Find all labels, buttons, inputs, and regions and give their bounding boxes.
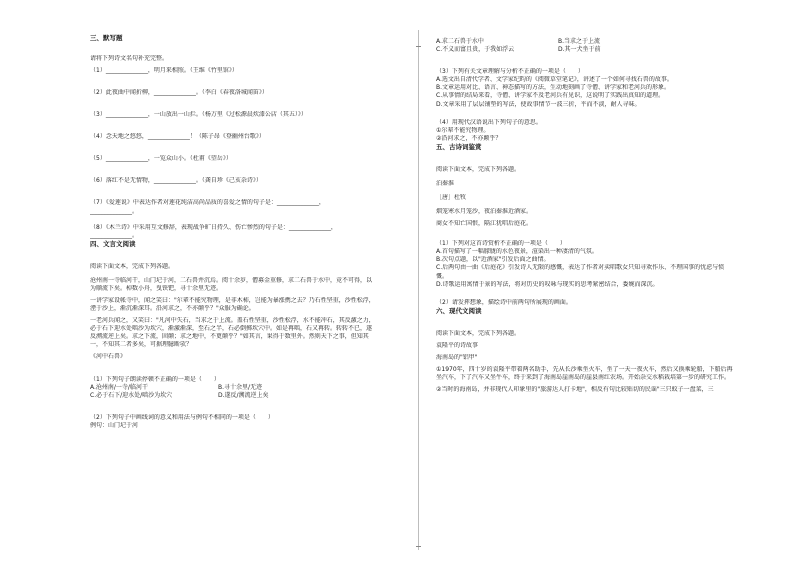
sub-question: ①尔辈不能究物理。 bbox=[436, 126, 490, 134]
passage-line: 一，不知其二者多矣，可据理臆断欤？ bbox=[90, 341, 193, 349]
essay-paragraph: 坐汽车，下了汽车又坐牛车，终于来到了海南岛崖南岛的崖县南红农场。开始杂交水稻栽培第一步的研究工作。 bbox=[436, 373, 731, 381]
option-a: A.首句描写了一幅朦胧的水色夜景，渲染出一种凄清的气氛。 bbox=[436, 248, 598, 256]
poem-author: ［唐］杜牧 bbox=[436, 193, 467, 201]
question: （1）下列句子朗读停顿不正确的一项是（ ） bbox=[90, 375, 220, 383]
passage-line: 必于石下迎水处啮沙为坎穴，渐激渐深，至石之半，石必倒掷坎穴中。如是再啮，石又再转。转转不已，遂 bbox=[90, 325, 373, 333]
passage-line: 反溯流逆上矣。求之下流，固颠；求之地中，不更颠乎？"如其言，果得于数里外。然则天下之事，但知其 bbox=[90, 333, 369, 341]
instruction: 阅读下面文本，完成下列各题。 bbox=[436, 329, 521, 337]
option-d: D.诗歌运用寓情于景的写法，将对历史的叹咏与现实的思考紧密结合，委婉而深沉。 bbox=[436, 280, 659, 288]
passage-line: 湮于沙上，渐沉渐深耳。沿河求之，不亦颠乎？"众服为确论。 bbox=[90, 304, 255, 312]
question: （3）下列有关文章理解与分析不正确的一项是（ ） bbox=[436, 68, 584, 76]
question: （8）《木兰诗》中采用互文修辞，表现战争旷日持久、伤亡惨烈的句子是：______________， bbox=[90, 223, 337, 231]
question: （4）念天地之悠悠，______________！（陈子昂《登幽州台歌》） bbox=[90, 133, 265, 141]
option-d: D.文章采用了层层铺垫的写法，使故事情节一波三折，平而不淡，耐人寻味。 bbox=[436, 100, 641, 108]
right-column bbox=[436, 38, 766, 394]
option-c-continuation: 慨。 bbox=[436, 272, 449, 280]
question: （6）落红不是无情物，______________。（龚自珍《己亥杂诗》） bbox=[90, 177, 262, 185]
left-column bbox=[90, 34, 402, 430]
option-c: C.从事情的结局来看，寺僧、讲学家不及老河兵有见识，这说明了实践出真知的道理。 bbox=[436, 92, 665, 100]
passage-line: 一老河兵闻之，又笑曰："凡河中失石，当求之于上流。盖石性坚重，沙性松浮，水不能冲石，其反激之力， bbox=[90, 317, 375, 325]
question-continuation: ______________。 bbox=[90, 231, 139, 239]
section-heading: 六、现代文阅读 bbox=[436, 306, 482, 315]
binding-mark bbox=[416, 46, 421, 47]
poem-line: 商女不知亡国恨，隔江犹唱后庭花。 bbox=[436, 220, 533, 228]
example-sentence: 例句：山门圮于河 bbox=[90, 421, 139, 429]
essay-paragraph: ①1970年，四十岁的袁隆平带着两名助手，先从长沙乘坐火车，坐了一天一夜火车，然后又换乘轮船，下船后再 bbox=[436, 365, 733, 373]
essay-paragraph: ②当时的海南岛，并非现代人印象里的"旅游达人打卡地"，相反有句比较贴切的民谣"三只蚊子一盘菜，三 bbox=[436, 386, 714, 394]
option-c: C.不义而富且贵，于我如浮云 bbox=[436, 46, 515, 54]
option-a: A.求二石兽于水中 bbox=[436, 38, 484, 45]
question: （5）______________，一览众山小。（杜甫《望岳》） bbox=[90, 155, 232, 163]
sub-question: ②沿河求之，不亦颠乎？ bbox=[436, 134, 502, 142]
section-heading: 四、文言文阅读 bbox=[90, 239, 136, 248]
option-a: A.沧州南/一寺/临河干 bbox=[90, 383, 148, 391]
option-d: D.其一犬坐于前 bbox=[558, 46, 601, 54]
option-b: B.当求之于上流 bbox=[558, 38, 601, 45]
instruction: 请将下列诗文名句补充完整。 bbox=[90, 54, 169, 62]
classical-passage bbox=[90, 277, 402, 350]
option-b: B.寻十余里/无迹 bbox=[218, 383, 263, 391]
option-a: A.选文出自清代学者、文学家纪昀的《阅微草堂笔记》，讲述了一个如何寻找石兽的故事。 bbox=[436, 76, 673, 84]
option-c: C.后两句由一曲《后庭花》引发诗人无限的感慨，表达了作者对卖唱歌女只知寻欢作乐、不理国事的忧虑与愤 bbox=[436, 264, 725, 272]
passage-line: 沧州南一寺临河干，山门圮于河，二石兽并沉焉。阅十余岁，僧募金重修，求二石兽于水中，竟不可得，以 bbox=[90, 276, 373, 284]
instruction: 阅读下面文本，完成下列各题。 bbox=[436, 165, 521, 173]
passage-line: 为顺流下矣。棹数小舟，曳铁钯，寻十余里无迹。 bbox=[90, 284, 223, 292]
poem-title: 泊秦淮 bbox=[436, 179, 455, 187]
option-b: B.次句点题，以"近酒家"引发后面之曲情。 bbox=[436, 256, 550, 264]
question: （1）下列对这首诗赏析不正确的一项是（ ） bbox=[436, 240, 566, 248]
section-heading: 三、默写题 bbox=[90, 34, 123, 42]
passage-line: 一讲学家设帐寺中，闻之笑曰："尔辈不能究物理，是非木柿，岂能为暴涨携之去？乃石性坚重，沙性松浮， bbox=[90, 296, 375, 304]
poem-line: 烟笼寒水月笼沙，夜泊秦淮近酒家。 bbox=[436, 207, 533, 215]
question: （3）______________，一山放出一山拦。（杨万里《过松源晨炊漆公店（其五）》） bbox=[90, 111, 307, 119]
option-d: D.遂反/溯流逆上矣 bbox=[218, 391, 269, 399]
question: （4）用现代汉语说出下列句子的意思。 bbox=[436, 118, 542, 126]
question: （2）下列句子中画线词的意义和用法与例句不相同的一项是（ ） bbox=[90, 413, 274, 421]
option-c: C.必于石下/迎水处/啮沙为坎穴 bbox=[90, 391, 173, 399]
option-b: B.文章运用对比、语言、神态描写的方法，生动地刻画了寺僧、讲学家和老河兵的形象。 bbox=[436, 84, 671, 92]
column-divider bbox=[418, 30, 419, 550]
question-continuation: ______________。 bbox=[90, 207, 139, 215]
question: （2）请发挥想象，描绘诗中前两句所展现的画面。 bbox=[436, 298, 572, 306]
section-heading: 五、古诗词鉴赏 bbox=[436, 142, 482, 151]
passage-source: 《河中石兽》 bbox=[90, 353, 127, 361]
essay-subtitle: 海南岛的"铝甲" bbox=[436, 353, 478, 361]
option-grid bbox=[436, 38, 766, 54]
question: （7）《爱莲说》中表达作者对莲花纯洁高尚品质的喜爱之情的句子是：______________， bbox=[90, 199, 325, 207]
question: （1）______________，明月来相照。（王维《竹里馆》） bbox=[90, 66, 238, 74]
option-grid bbox=[90, 384, 402, 400]
instruction: 阅读下面文本，完成下列各题。 bbox=[90, 262, 175, 270]
binding-mark bbox=[416, 546, 421, 547]
question: （2）此夜曲中闻折柳，______________。（李白《春夜洛城闻笛》） bbox=[90, 88, 268, 96]
essay-title: 袁隆平的诗故事 bbox=[436, 341, 479, 349]
